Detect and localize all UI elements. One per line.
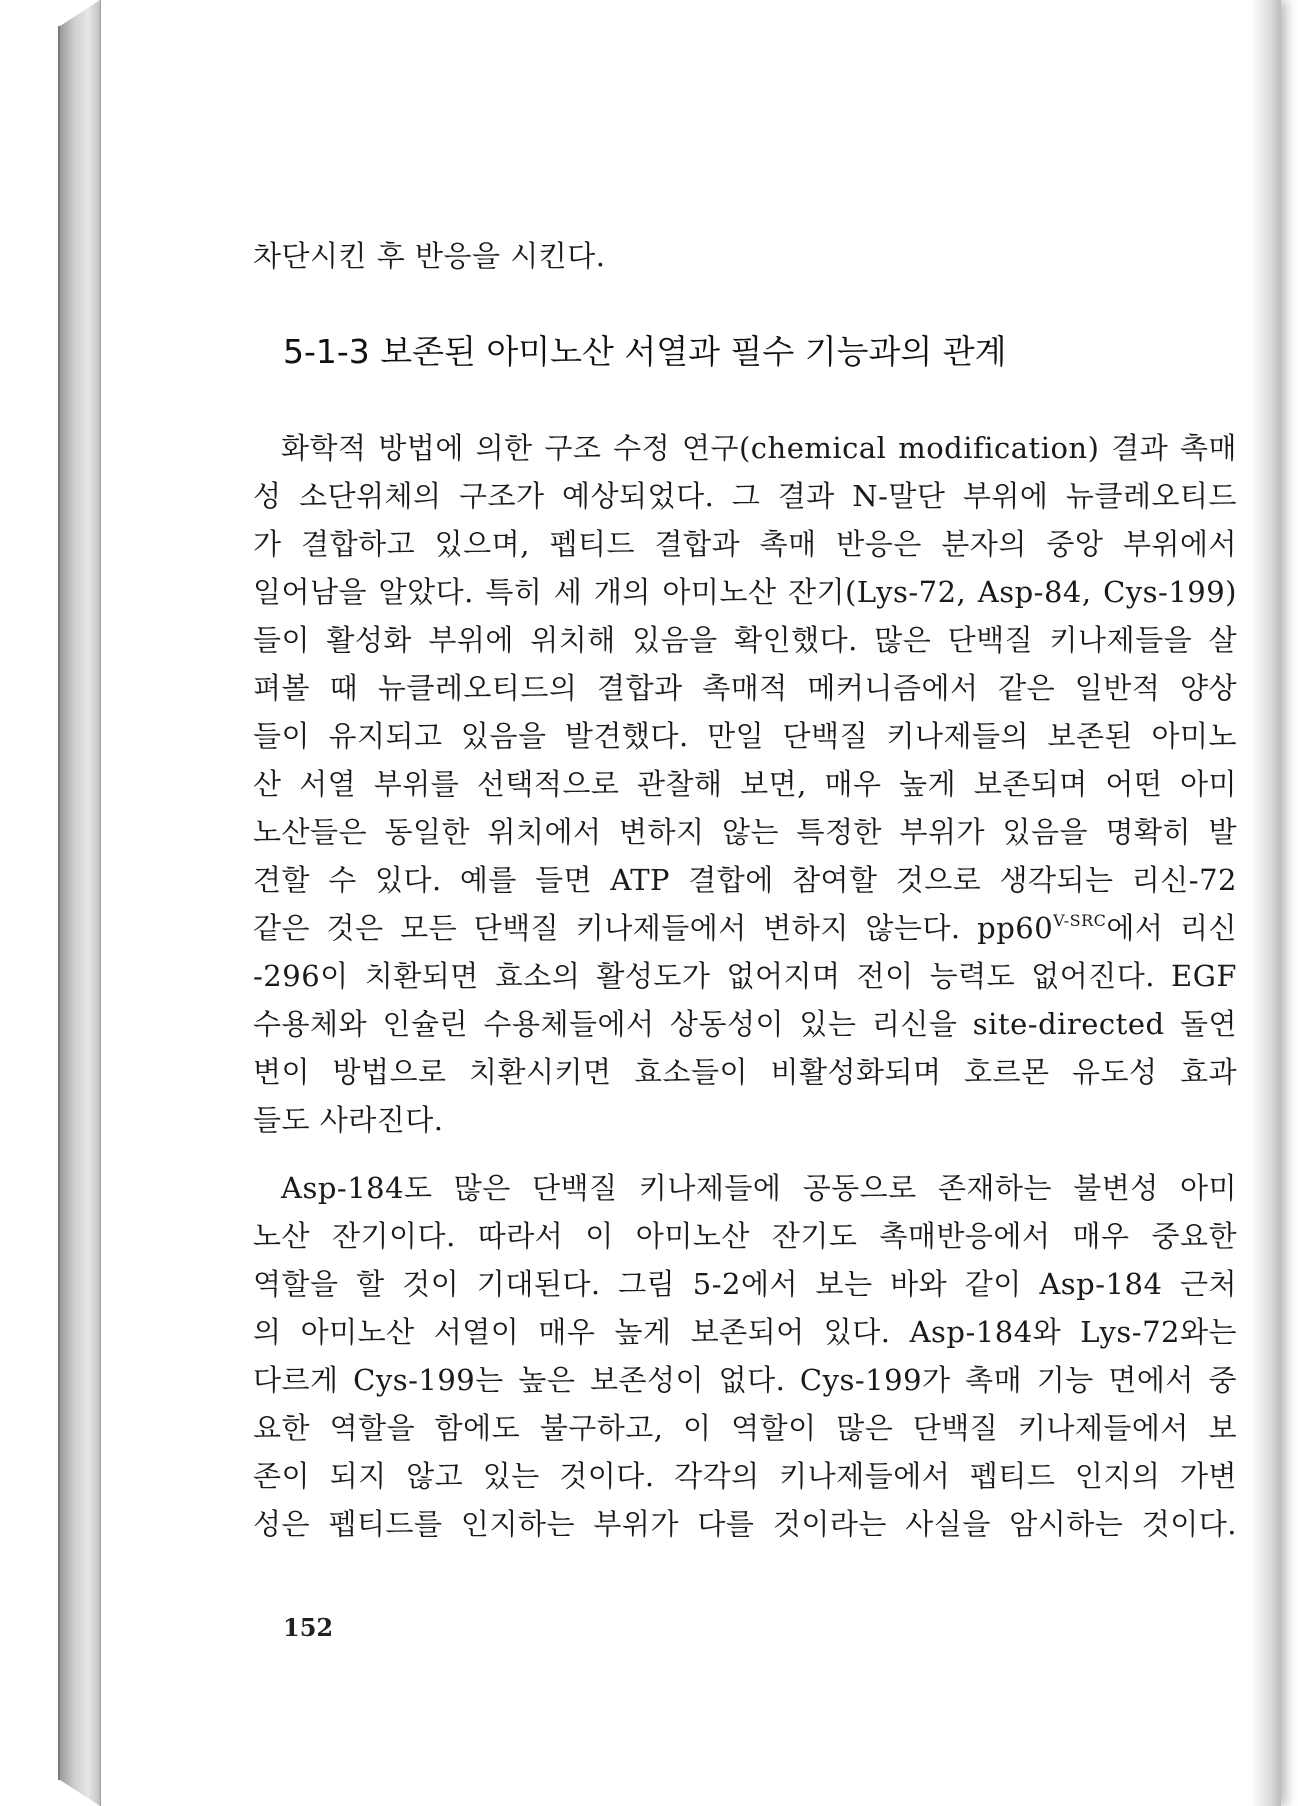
text-line-pp60 [253,908,1237,948]
page-number: 152 [283,1613,334,1642]
text-line: 화학적 방법에 의한 구조 수정 연구(chemical modification) 결과 촉매 [281,431,1237,465]
text-line: 다르게 Cys-199는 높은 보존성이 없다. Cys-199가 촉매 기능 면에서 중 [253,1363,1237,1397]
text-line: 가 결합하고 있으며, 펩티드 결합과 촉매 반응은 분자의 중앙 부위에서 [253,527,1237,561]
section-heading: 5-1-3 보존된 아미노산 서열과 필수 기능과의 관계 [283,332,1007,371]
top-text-line: 차단시킨 후 반응을 시킨다. [253,239,606,273]
text-line: 들이 활성화 부위에 위치해 있음을 확인했다. 많은 단백질 키나제들을 살 [253,623,1237,657]
text-line: 의 아미노산 서열이 매우 높게 보존되어 있다. Asp-184와 Lys-72와는 [253,1315,1237,1349]
book-spine-edge [58,26,60,1780]
text-line: 역할을 할 것이 기대된다. 그림 5-2에서 보는 바와 같이 Asp-184 근처 [253,1267,1237,1301]
pp60-after: 에서 리신 [1106,911,1237,945]
text-line: 수용체와 인슐린 수용체들에서 상동성이 있는 리신을 site-directed 돌연 [253,1007,1237,1041]
text-line: 노산 잔기이다. 따라서 이 아미노산 잔기도 촉매반응에서 매우 중요한 [253,1219,1237,1253]
text-line: 요한 역할을 함에도 불구하고, 이 역할이 많은 단백질 키나제들에서 보 [253,1411,1237,1445]
text-line: 들도 사라진다. [253,1103,444,1137]
pp60-superscript: V-SRC [1053,911,1107,930]
text-line: 노산들은 동일한 위치에서 변하지 않는 특정한 부위가 있음을 명확히 발 [253,815,1237,849]
text-line: 펴볼 때 뉴클레오티드의 결합과 촉매적 메커니즘에서 같은 일반적 양상 [253,671,1237,705]
text-line: 견할 수 있다. 예를 들면 ATP 결합에 참여할 것으로 생각되는 리신-72 [253,863,1237,897]
text-line: 성 소단위체의 구조가 예상되었다. 그 결과 N-말단 부위에 뉴클레오티드 [253,479,1237,513]
book-spine [60,0,100,1806]
pp60-before: 같은 것은 모든 단백질 키나제들에서 변하지 않는다. pp60 [253,911,1054,945]
text-line: 존이 되지 않고 있는 것이다. 각각의 키나제들에서 펩티드 인지의 가변 [253,1459,1237,1493]
text-line: -296이 치환되면 효소의 활성도가 없어지며 전이 능력도 없어진다. EGF [253,959,1237,993]
text-line: 성은 펩티드를 인지하는 부위가 다를 것이라는 사실을 암시하는 것이다. [253,1507,1237,1541]
text-line: 일어남을 알았다. 특히 세 개의 아미노산 잔기(Lys-72, Asp-84, Cys-199) [253,575,1237,609]
text-line: 산 서열 부위를 선택적으로 관찰해 보면, 매우 높게 보존되며 어떤 아미 [253,767,1237,801]
page-edge-shadow [1251,0,1281,1806]
book-page [100,0,1281,1806]
text-line: 들이 유지되고 있음을 발견했다. 만일 단백질 키나제들의 보존된 아미노 [253,719,1237,753]
text-line: Asp-184도 많은 단백질 키나제들에 공동으로 존재하는 불변성 아미 [281,1171,1237,1205]
text-line: 변이 방법으로 치환시키면 효소들이 비활성화되며 호르몬 유도성 효과 [253,1055,1237,1089]
